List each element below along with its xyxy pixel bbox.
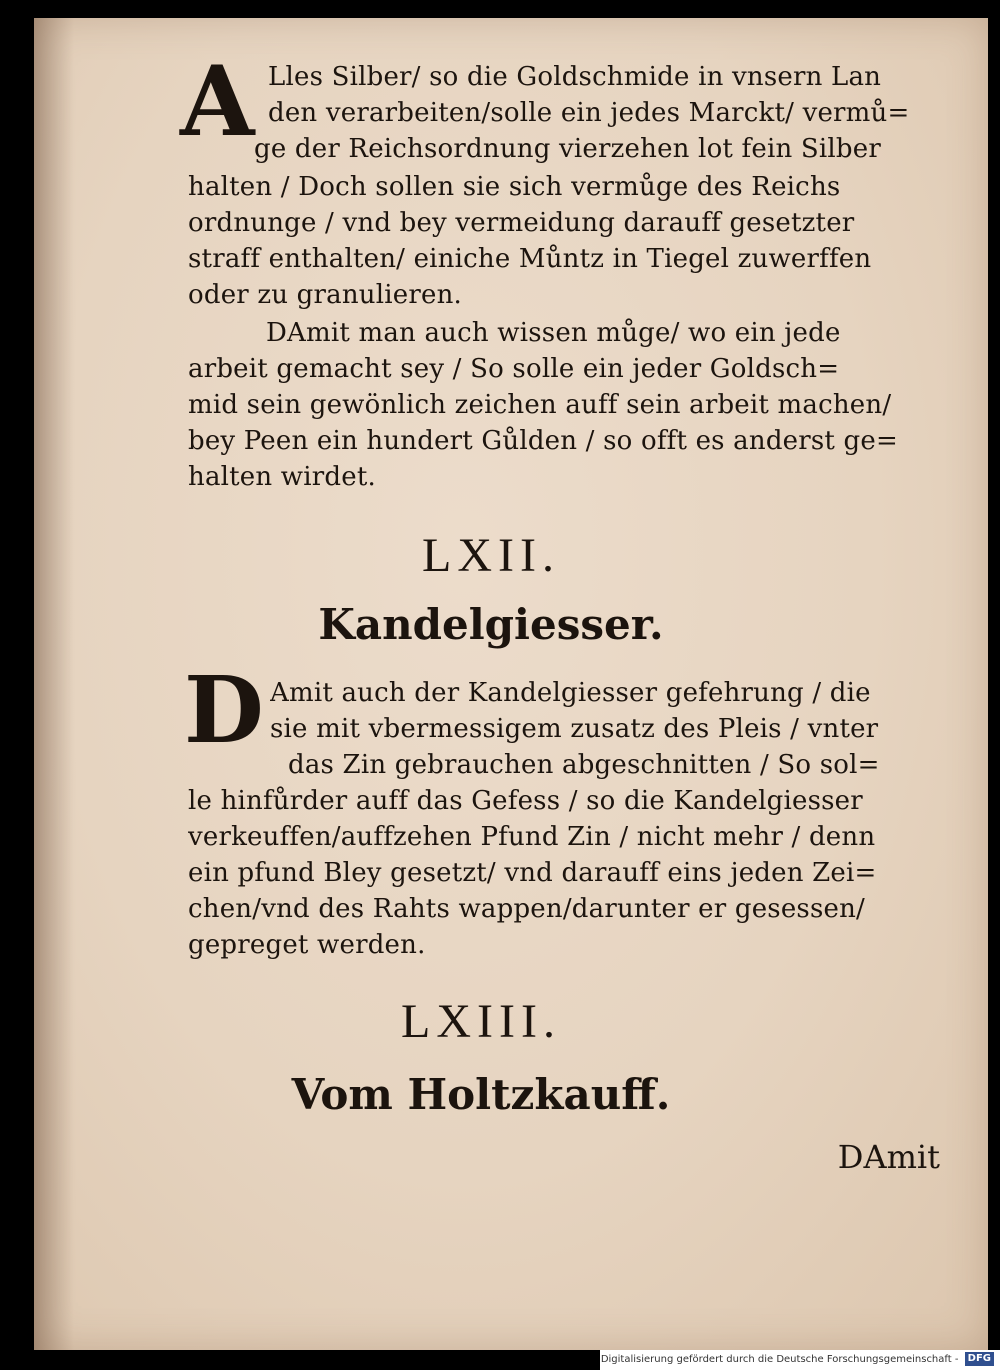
section-title: Kandelgiesser. bbox=[318, 600, 664, 649]
text-line: ein pfund Bley gesetzt/ vnd darauff eins jeden Zei= bbox=[188, 858, 877, 888]
text-line: halten wirdet. bbox=[188, 462, 376, 492]
text-line: Amit auch der Kandelgiesser gefehrung / die bbox=[270, 678, 871, 708]
digitization-footer bbox=[600, 1350, 1000, 1370]
text-line: sie mit vbermessigem zusatz des Pleis / vnter bbox=[270, 714, 879, 744]
text-line: das Zin gebrauchen abgeschnitten / So sol= bbox=[288, 750, 880, 780]
section-title: Vom Holtzkauff. bbox=[291, 1070, 671, 1119]
footer-text: Digitalisierung gefördert durch die Deutsche Forschungsgemeinschaft - bbox=[600, 1354, 959, 1365]
dfg-logo: DFG bbox=[965, 1352, 994, 1366]
section-numeral: LXII. bbox=[422, 529, 560, 582]
binding-shadow bbox=[34, 18, 74, 1350]
text-line: verkeuffen/auffzehen Pfund Zin / nicht mehr / denn bbox=[188, 822, 876, 852]
text-line: den verarbeiten/solle ein jedes Marckt/ vermů= bbox=[268, 98, 910, 128]
text-line: DAmit man auch wissen můge/ wo ein jede bbox=[266, 318, 841, 348]
catchword: DAmit bbox=[837, 1138, 940, 1176]
section-numeral: LXIII. bbox=[401, 995, 561, 1048]
text-line: mid sein gewönlich zeichen auff sein arbeit machen/ bbox=[188, 390, 892, 420]
decorative-initial-d: D bbox=[184, 656, 264, 764]
text-line: arbeit gemacht sey / So solle ein jeder Goldsch= bbox=[188, 354, 840, 384]
text-line: gepreget werden. bbox=[188, 930, 426, 960]
decorative-initial-a: A bbox=[180, 45, 255, 158]
text-line: ge der Reichsordnung vierzehen lot fein Silber bbox=[254, 134, 881, 164]
text-line: Lles Silber/ so die Goldschmide in vnsern Lan bbox=[268, 62, 882, 92]
text-line: bey Peen ein hundert Gůlden / so offt es anderst ge= bbox=[188, 426, 898, 456]
text-line: oder zu granulieren. bbox=[188, 280, 462, 310]
text-line: straff enthalten/ einiche Můntz in Tiegel zuwerffen bbox=[188, 244, 872, 274]
text-line: ordnunge / vnd bey vermeidung darauff gesetzter bbox=[188, 208, 855, 238]
text-line: le hinfůrder auff das Gefess / so die Kandelgiesser bbox=[188, 786, 863, 816]
text-line: chen/vnd des Rahts wappen/darunter er gesessen/ bbox=[188, 894, 865, 924]
book-page bbox=[34, 18, 988, 1350]
text-line: halten / Doch sollen sie sich vermůge des Reichs bbox=[188, 172, 841, 202]
